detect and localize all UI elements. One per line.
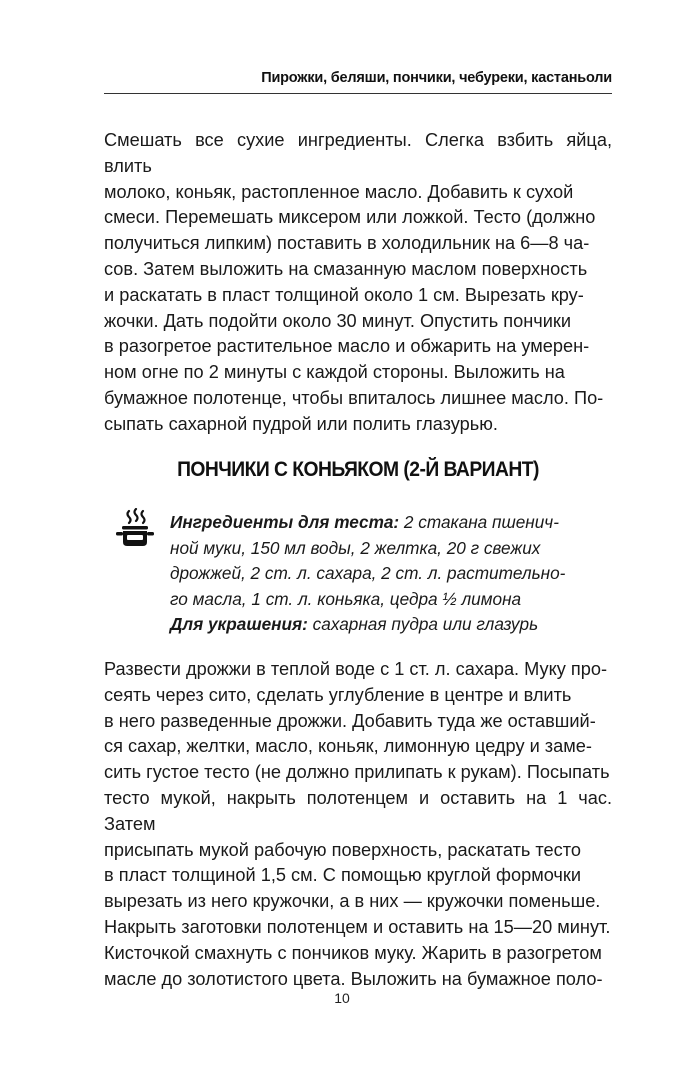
header-rule — [104, 93, 612, 94]
decoration-text: сахарная пудра или глазурь — [307, 614, 539, 634]
text-line: смеси. Перемешать миксером или ложкой. Тесто (должно — [104, 207, 596, 228]
text-line: сеять через сито, сделать углубление в центре и влить — [104, 684, 572, 705]
text-line: в пласт толщиной 1,5 см. С помощью круглой формочки — [104, 865, 582, 886]
text-line: вырезать из него кружочки, а в них — кружочки поменьше. — [104, 891, 601, 912]
ingredient-text: 2 стакана пшенич- — [399, 512, 559, 532]
text-line: и раскатать в пласт толщиной около 1 см. Вырезать кру- — [104, 284, 584, 305]
text-line: сить густое тесто (не должно прилипать к рукам). Посыпать — [104, 762, 610, 783]
cooking-pot-icon — [115, 508, 155, 548]
text-line: Развести дрожжи в теплой воде с 1 ст. л. сахара. Муку про- — [104, 659, 608, 679]
text-line: Накрыть заготовки полотенцем и оставить на 15—20 минут. — [104, 916, 611, 937]
text-line: присыпать мукой рабочую поверхность, раскатать тесто — [104, 839, 582, 860]
decoration-label: Для украшения: — [170, 614, 308, 634]
method-paragraph — [104, 657, 612, 992]
decoration-line — [170, 612, 600, 638]
text-line: молоко, коньяк, растопленное масло. Добавить к сухой — [104, 181, 574, 202]
text-line: тесто мукой, накрыть полотенцем и оставить на 1 час. Затем — [104, 787, 612, 834]
text-line: Кисточкой смахнуть с пончиков муку. Жарить в разогретом — [104, 942, 602, 963]
running-head: Пирожки, беляши, пончики, чебуреки, кастаньоли — [261, 70, 612, 86]
text-line: в разогретое растительное масло и обжарить на умерен- — [104, 336, 590, 357]
text-line: бумажное полотенце, чтобы впиталось лишнее масло. По- — [104, 387, 604, 408]
dough-label: Ингредиенты для теста: — [170, 512, 400, 532]
text-line: жочки. Дать подойти около 30 минут. Опустить пончики — [104, 310, 572, 331]
intro-paragraph — [104, 128, 612, 438]
ingredients-line — [170, 510, 600, 536]
ingredient-text: дрожжей, 2 ст. л. сахара, 2 ст. л. растительно- — [170, 563, 566, 583]
ingredient-text: го масла, 1 ст. л. коньяка, цедра ½ лимона — [170, 588, 522, 609]
recipe-title: ПОНЧИКИ С КОНЬЯКОМ (2-Й ВАРИАНТ) — [177, 458, 539, 481]
ingredient-text: ной муки, 150 мл воды, 2 желтка, 20 г свежих — [170, 537, 541, 558]
text-line: получиться липким) поставить в холодильник на 6—8 ча- — [104, 233, 590, 254]
text-line: ном огне по 2 минуты с каждой стороны. Выложить на — [104, 362, 565, 383]
text-line: ся сахар, желтки, масло, коньяк, лимонную цедру и заме- — [104, 736, 592, 757]
page-number: 10 — [334, 990, 350, 1006]
text-line: в него разведенные дрожжи. Добавить туда же оставший- — [104, 710, 596, 731]
ingredients-block — [170, 510, 600, 638]
text-line: Смешать все сухие ингредиенты. Слегка взбить яйца, влить — [104, 130, 612, 176]
text-line: сов. Затем выложить на смазанную маслом поверхность — [104, 258, 588, 279]
text-line: сыпать сахарной пудрой или полить глазурью. — [104, 413, 498, 434]
text-line: масле до золотистого цвета. Выложить на бумажное поло- — [104, 968, 603, 989]
